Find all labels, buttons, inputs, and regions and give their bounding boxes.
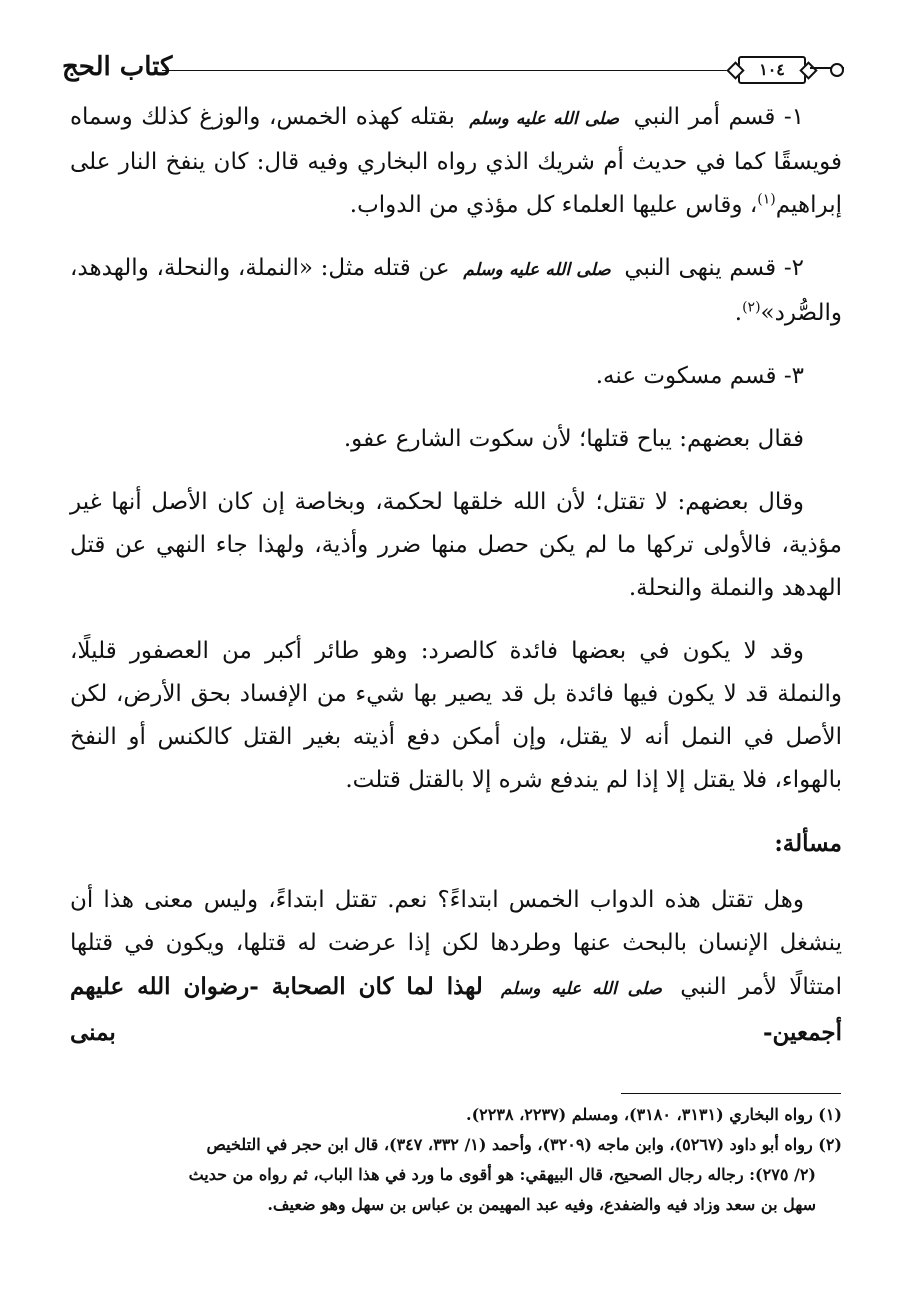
list-item-3: ٣- قسم مسكوت عنه. [595, 363, 804, 389]
footnotes [66, 1100, 842, 1220]
paragraph-4-start: وهل تقتل هذه الدواب الخمس ابتداءً؟ نعم. تقتل ابتداءً، وليس معنى هذا أن ينشغل الإنسان بالبحث عنها وطردها لكن إذا عرضت له قتلها، ويكون في قتلها امتثالًا لأمر النبي [70, 887, 842, 1000]
item1-text: بقتله كهذه الخمس، والوزغ كذلك وسماه فويسقًا كما في حديث أم شريك الذي رواه البخاري وفيه قال: كان ينفخ النار على إبراهيم [70, 104, 842, 218]
item2-start: ٢- قسم ينهى النبي [624, 255, 805, 281]
paragraph-1: فقال بعضهم: يباح قتلها؛ لأن سكوت الشارع عفو. [343, 426, 804, 452]
footnote-1: (١) رواه البخاري (٣١٣١، ٣١٨٠)، ومسلم (٢٢٣٧، ٢٢٣٨). [466, 1105, 842, 1124]
item1-start: ١- قسم أمر النبي [633, 104, 805, 130]
page-number-badge: ١٠٤ [738, 56, 806, 84]
paragraph-2: وقال بعضهم: لا تقتل؛ لأن الله خلقها لحكمة، وبخاصة إن كان الأصل أنها غير مؤذية، فالأولى تركها ما لم يكن حصل منها ضرر وأذية، ولهذا جاء النهي عن قتل الهدهد والنملة والنحلة. [70, 489, 842, 601]
list-item-1 [70, 96, 842, 227]
list-item-2 [70, 247, 842, 335]
running-header [62, 50, 844, 90]
footnote-2-line-3: سهل بن سعد وزاد فيه والضفدع، وفيه عبد المهيمن بن عباس بن سهل وهو ضعيف. [267, 1195, 816, 1214]
item2-end: . [734, 300, 743, 326]
header-ornament-icon [810, 64, 844, 74]
item2-text: عن قتله مثل: «النملة، والنحلة، والهدهد، والصُّرد» [70, 255, 842, 326]
book-title: كتاب الحج [62, 52, 173, 82]
page-body [70, 96, 842, 1075]
paragraph-4-end: لهذا لما كان الصحابة -رضوان الله عليهم أجمعين- بمنى [70, 973, 842, 1046]
salawat-glyph: صلى الله عليه وسلم [463, 260, 611, 280]
header-rule [162, 70, 729, 71]
footnote-2-line-1: (٢) رواه أبو داود (٥٢٦٧)، وابن ماجه (٣٢٠٩)، وأحمد (١/ ٣٣٢، ٣٤٧)، قال ابن حجر في التلخيص [206, 1135, 842, 1154]
salawat-glyph: صلى الله عليه وسلم [501, 979, 662, 999]
footnote-ref-1[interactable]: (١) [757, 191, 776, 208]
footnote-ref-2[interactable]: (٢) [742, 299, 761, 316]
item1-end: ، وقاس عليها العلماء كل مؤذي من الدواب. [349, 192, 758, 218]
salawat-glyph: صلى الله عليه وسلم [469, 109, 620, 129]
footnote-separator [621, 1093, 841, 1094]
paragraph-3: وقد لا يكون في بعضها فائدة كالصرد: وهو طائر أكبر من العصفور قليلًا، والنملة قد لا يكون فيها فائدة بل قد يصير بها شيء من الإفساد بحق الأرض، لكن الأصل في النمل أنه لا يقتل، وإن أمكن دفع أذيته بغير القتل كالكنس أو النفخ بالهواء، فلا يقتل إلا إذا لم يندفع شره إلا بالقتل قتلت. [70, 638, 842, 793]
section-subheading: مسألة: [774, 830, 842, 857]
footnote-2-line-2: (٢/ ٢٧٥): رجاله رجال الصحيح، قال البيهقي: هو أقوى ما ورد في هذا الباب، ثم رواه من حديث [188, 1165, 816, 1184]
paragraph-4 [70, 879, 842, 1055]
